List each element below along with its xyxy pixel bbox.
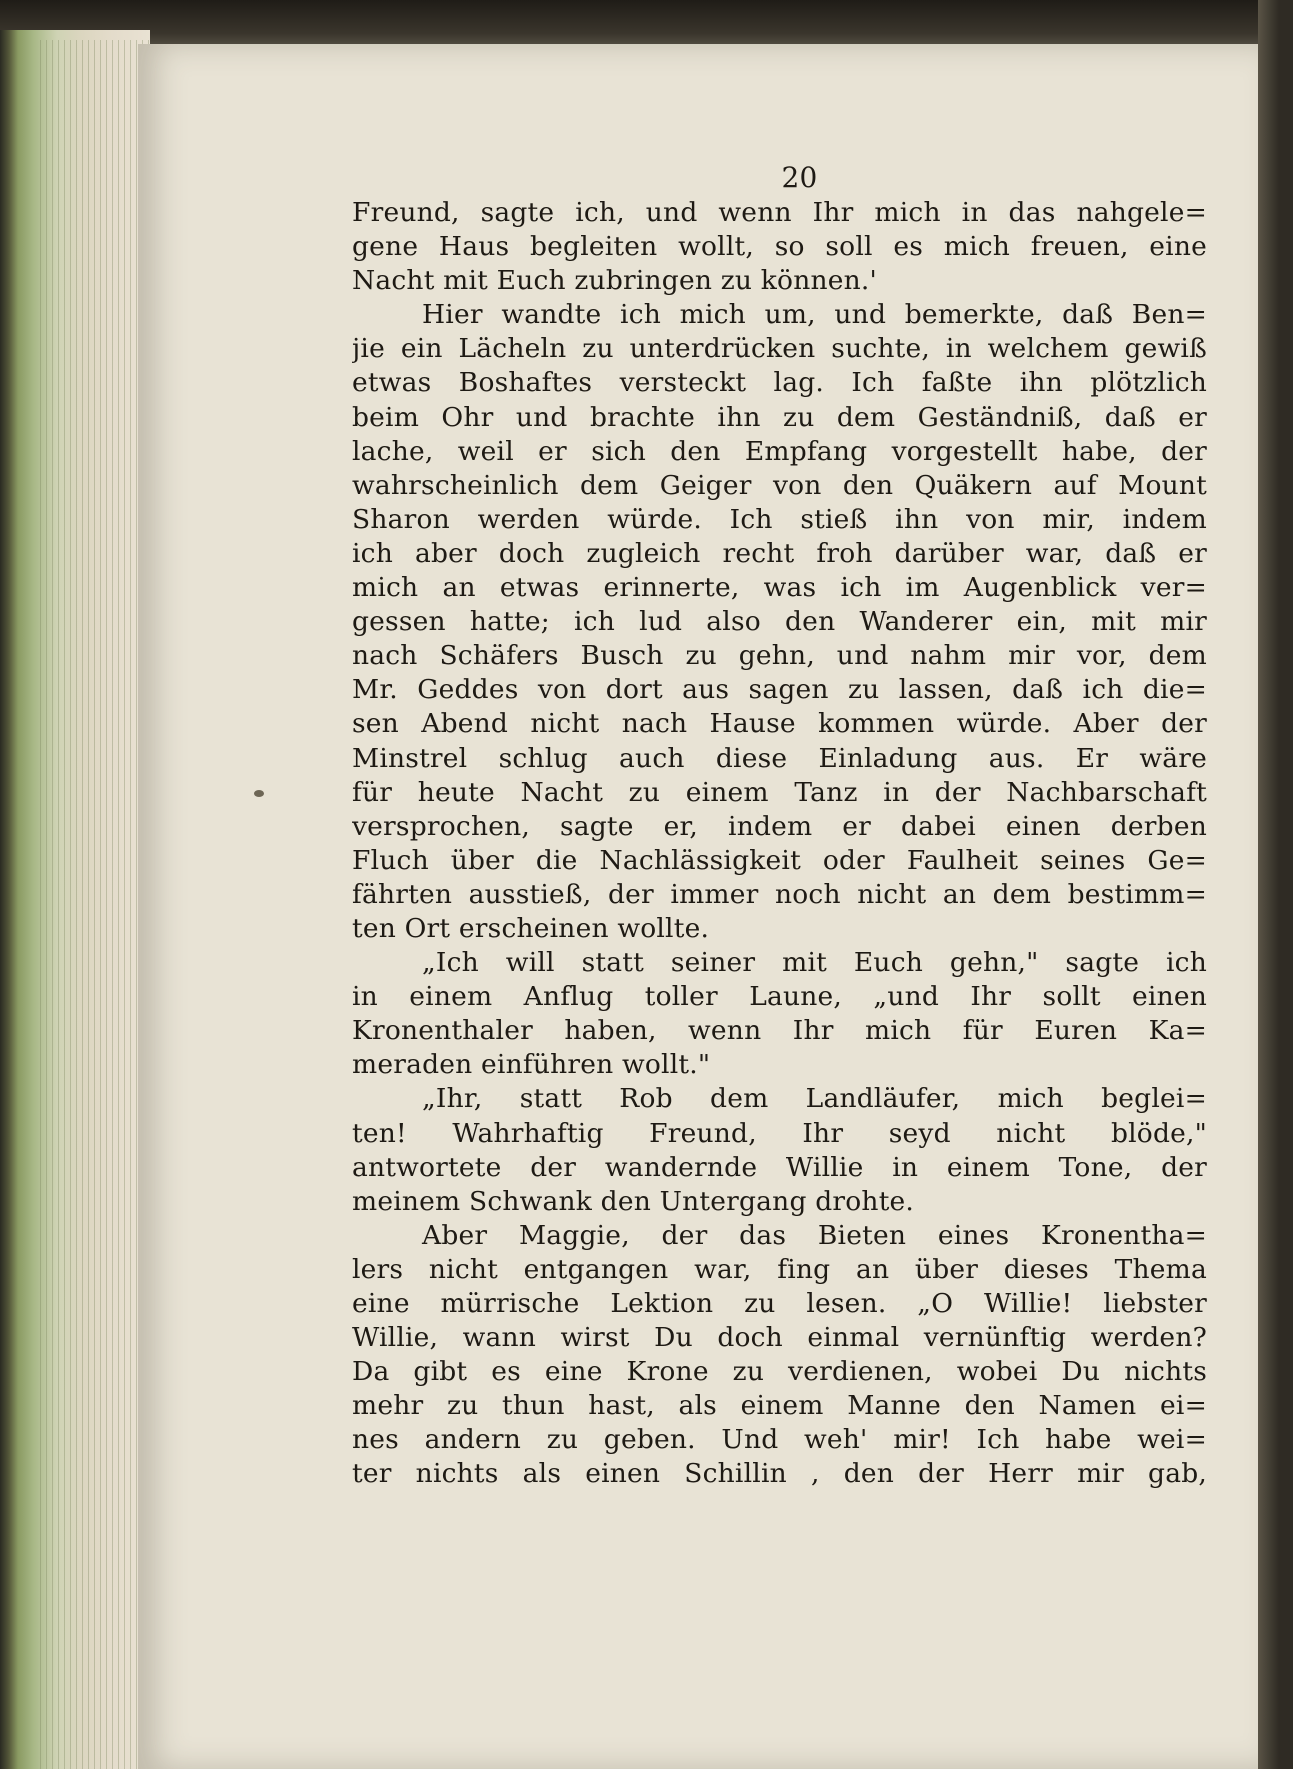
text-line: gessen hatte; ich lud also den Wanderer ein, mit mir <box>352 606 1207 638</box>
text-line: Fluch über die Nachlässigkeit oder Faulheit seines Ge= <box>352 844 1207 876</box>
page-text-block <box>352 160 1207 1492</box>
text-line: Nacht mit Euch zubringen zu können.' <box>352 265 877 297</box>
text-line: wahrscheinlich dem Geiger von den Quäkern auf Mount <box>352 469 1207 501</box>
text-lines <box>352 196 1207 1492</box>
text-line: etwas Boshaftes versteckt lag. Ich faßte ihn plötzlich <box>352 367 1207 399</box>
text-line: ich aber doch zugleich recht froh darüber war, daß er <box>352 537 1207 569</box>
text-line: meinem Schwank den Untergang drohte. <box>352 1185 915 1217</box>
text-line: ten! Wahrhaftig Freund, Ihr seyd nicht blöde," <box>352 1117 1207 1149</box>
text-line: meraden einführen wollt." <box>352 1049 711 1081</box>
text-line: nes andern zu geben. Und weh' mir! Ich habe wei= <box>352 1424 1207 1456</box>
text-line: antwortete der wandernde Willie in einem Tone, der <box>352 1151 1207 1183</box>
text-line: fährten ausstieß, der immer noch nicht an dem bestimm= <box>352 878 1207 910</box>
text-line: Sharon werden würde. Ich stieß ihn von mir, indem <box>352 503 1207 535</box>
text-line: Kronenthaler haben, wenn Ihr mich für Euren Ka= <box>352 1015 1207 1047</box>
text-line: lers nicht entgangen war, fing an über dieses Thema <box>352 1253 1207 1285</box>
text-line: beim Ohr und brachte ihn zu dem Geständniß, daß er <box>352 401 1207 433</box>
text-line: Da gibt es eine Krone zu verdienen, wobei Du nichts <box>352 1356 1207 1388</box>
scan-top-shadow <box>0 0 1293 48</box>
text-line: lache, weil er sich den Empfang vorgestellt habe, der <box>352 435 1207 467</box>
text-line: mich an etwas erinnerte, was ich im Augenblick ver= <box>352 572 1207 604</box>
text-line: Aber Maggie, der das Bieten eines Kronentha= <box>422 1219 1207 1251</box>
text-line: mehr zu thun hast, als einem Manne den Namen ei= <box>352 1390 1207 1422</box>
text-line: für heute Nacht zu einem Tanz in der Nachbarschaft <box>352 776 1207 808</box>
text-line: Mr. Geddes von dort aus sagen zu lassen, daß ich die= <box>352 674 1207 706</box>
text-line: sen Abend nicht nach Hause kommen würde. Aber der <box>352 708 1207 740</box>
text-line: Freund, sagte ich, und wenn Ihr mich in das nahgele= <box>352 197 1207 228</box>
text-line: ten Ort erscheinen wollte. <box>352 912 710 944</box>
page-edge-lines <box>40 40 150 1769</box>
text-line: gene Haus begleiten wollt, so soll es mich freuen, eine <box>352 231 1207 263</box>
text-line: in einem Anflug toller Laune, „und Ihr sollt einen <box>352 981 1207 1013</box>
text-line: Willie, wann wirst Du doch einmal vernünftig werden? <box>352 1322 1207 1354</box>
text-line: jie ein Lächeln zu unterdrücken suchte, in welchem gewiß <box>352 333 1207 365</box>
text-line: ter nichts als einen Schillin , den der Herr mir gab, <box>352 1458 1207 1490</box>
text-line: Minstrel schlug auch diese Einladung aus. Er wäre <box>352 742 1207 774</box>
text-line: versprochen, sagte er, indem er dabei einen derben <box>352 810 1207 842</box>
text-line: „Ihr, statt Rob dem Landläufer, mich beglei= <box>422 1083 1207 1115</box>
page-mark <box>254 790 264 797</box>
text-line: Hier wandte ich mich um, und bemerkte, daß Ben= <box>422 299 1207 331</box>
text-line: eine mürrische Lektion zu lesen. „O Willie! liebster <box>352 1288 1207 1319</box>
scan-right-shadow <box>1258 0 1293 1769</box>
text-line: „Ich will statt seiner mit Euch gehn," sagte ich <box>422 947 1207 979</box>
text-line: nach Schäfers Busch zu gehn, und nahm mir vor, dem <box>352 640 1207 672</box>
page-number: 20 <box>781 161 818 194</box>
